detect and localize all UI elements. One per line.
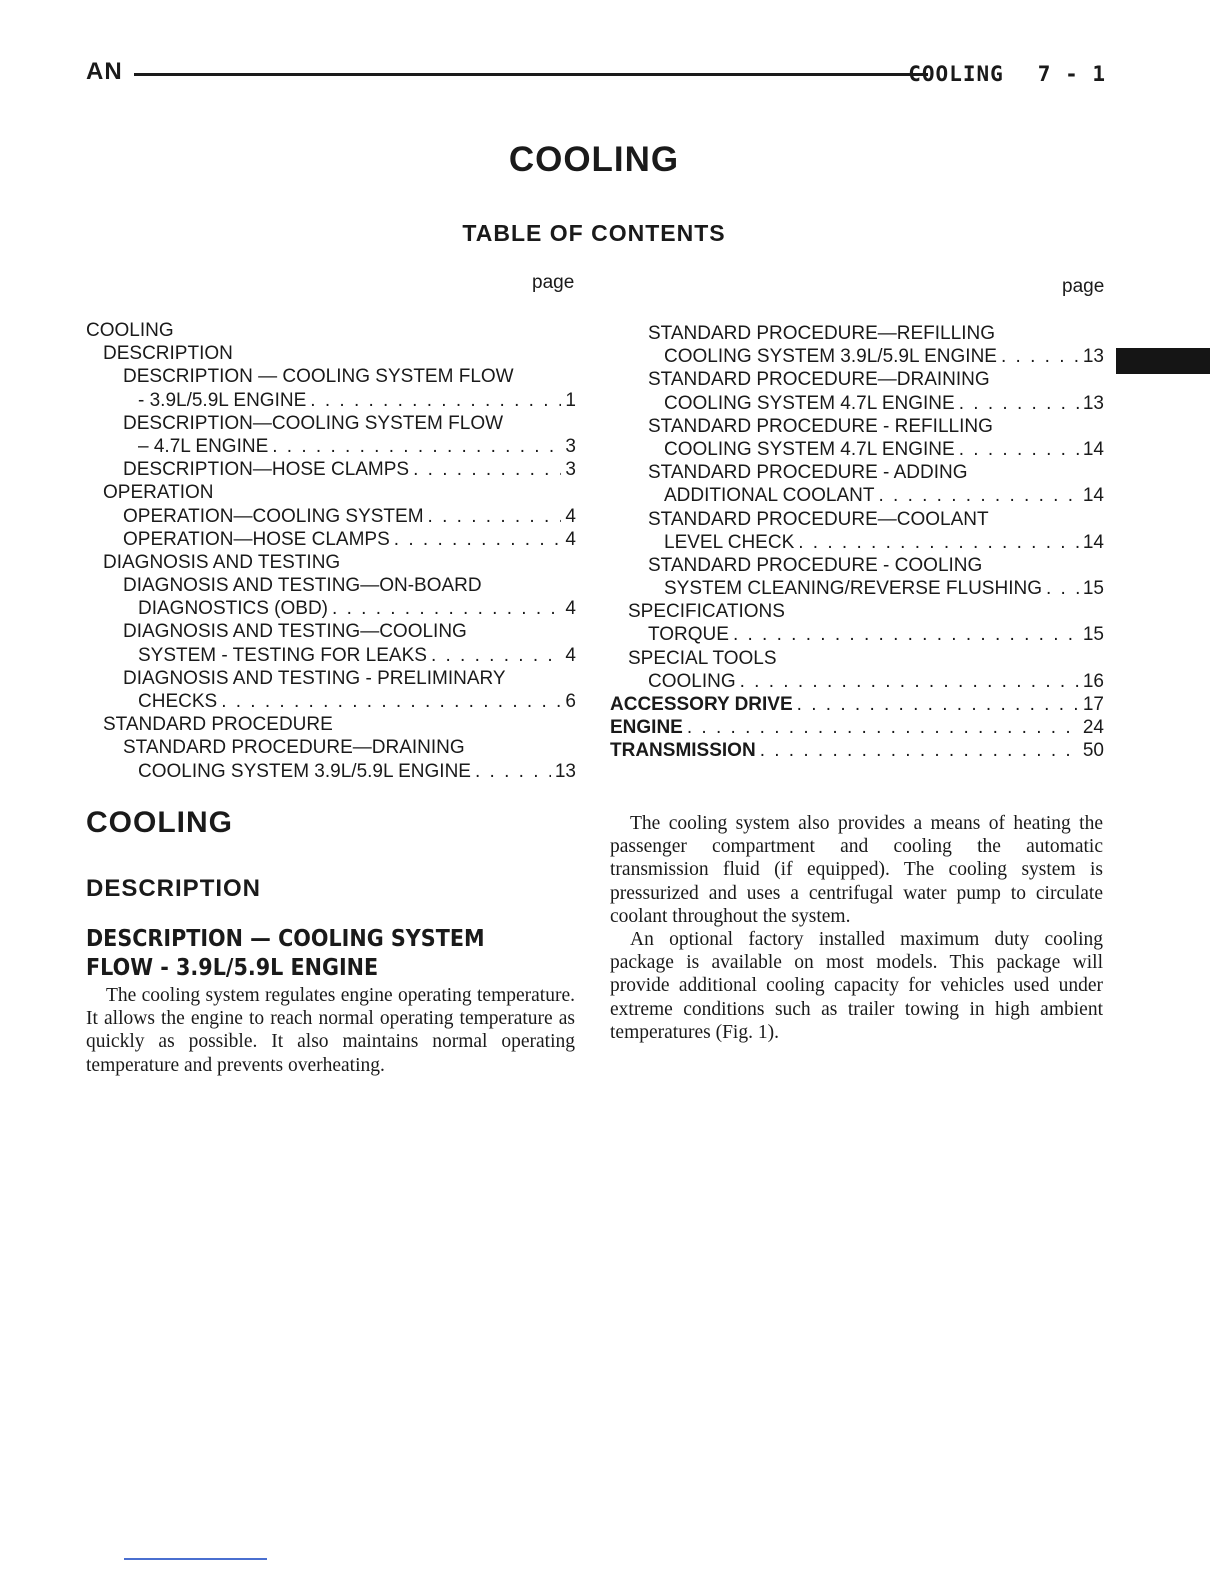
toc-entry-title: - 3.9L/5.9L ENGINE	[138, 389, 307, 411]
toc-dot-leader	[1001, 345, 1079, 368]
toc-entry-page: 3	[565, 459, 576, 481]
toc-entry-title: COOLING SYSTEM 4.7L ENGINE	[664, 392, 955, 414]
toc-entry-title: STANDARD PROCEDURE—DRAINING	[648, 369, 990, 391]
header-section-name: COOLING	[908, 62, 1004, 86]
toc-entry-title: OPERATION—COOLING SYSTEM	[123, 505, 424, 527]
toc-entry[interactable]	[610, 577, 1104, 600]
toc-entry[interactable]	[86, 435, 576, 458]
toc-entry[interactable]	[86, 365, 576, 388]
toc-entry[interactable]	[610, 368, 1104, 391]
toc-dot-leader	[740, 670, 1079, 693]
toc-entry[interactable]	[610, 647, 1104, 670]
toc-entry-page: 4	[565, 528, 576, 550]
toc-entry-title: STANDARD PROCEDURE - ADDING	[648, 462, 968, 484]
toc-entry-title: ENGINE	[610, 717, 683, 739]
toc-dot-leader	[959, 392, 1079, 415]
toc-entry-title: – 4.7L ENGINE	[138, 435, 269, 457]
header-page-number: 7 - 1	[1037, 62, 1106, 86]
toc-entry[interactable]	[86, 713, 576, 736]
toc-entry-title: STANDARD PROCEDURE	[103, 714, 333, 736]
toc-dot-leader	[475, 760, 551, 783]
toc-entry-page: 17	[1082, 694, 1104, 715]
toc-entry-title: COOLING	[648, 670, 736, 692]
toc-entry[interactable]	[610, 484, 1104, 507]
toc-entry[interactable]	[610, 554, 1104, 577]
toc-entry-page: 13	[1082, 392, 1104, 414]
toc-page-label-left: page	[532, 272, 575, 293]
toc-dot-leader	[394, 528, 562, 551]
toc-page-label-right: page	[1062, 276, 1105, 297]
toc-entry-title: TORQUE	[648, 624, 729, 646]
body-text-right	[610, 812, 1103, 1044]
toc-entry[interactable]	[610, 322, 1104, 345]
toc-dot-leader	[272, 435, 561, 458]
toc-entry[interactable]	[86, 597, 576, 620]
toc-title: TABLE OF CONTENTS	[462, 220, 726, 246]
page-title: COOLING	[508, 140, 680, 179]
toc-dot-leader	[797, 693, 1079, 716]
toc-entry[interactable]	[86, 760, 576, 783]
toc-entry-page: 3	[565, 435, 576, 457]
toc-entry-title: ADDITIONAL COOLANT	[664, 485, 875, 507]
toc-dot-leader	[221, 690, 561, 713]
section-tab-marker	[1116, 348, 1210, 374]
toc-entry[interactable]	[610, 438, 1104, 461]
toc-dot-leader	[733, 623, 1079, 646]
toc-entry-page: 13	[554, 760, 576, 782]
header-model-code: AN	[86, 58, 123, 85]
toc-entry[interactable]	[610, 693, 1104, 716]
toc-entry-title: STANDARD PROCEDURE - COOLING	[648, 554, 983, 576]
header-right	[908, 62, 1106, 86]
toc-entry[interactable]	[86, 620, 576, 643]
toc-entry-title: LEVEL CHECK	[664, 531, 795, 553]
toc-entry-title: DIAGNOSTICS (OBD)	[138, 598, 329, 620]
toc-entry[interactable]	[86, 690, 576, 713]
toc-entry-title: SPECIFICATIONS	[628, 601, 785, 623]
toc-entry-title: STANDARD PROCEDURE—DRAINING	[123, 737, 465, 759]
toc-entry-title: SYSTEM CLEANING/REVERSE FLUSHING	[664, 578, 1042, 600]
toc-dot-leader	[428, 505, 562, 528]
toc-dot-leader	[332, 597, 561, 620]
toc-dot-leader	[687, 716, 1079, 739]
toc-entry-title: COOLING	[86, 320, 174, 341]
toc-entry[interactable]	[86, 667, 576, 690]
toc-entry[interactable]	[86, 412, 576, 435]
toc-entry-title: COOLING SYSTEM 3.9L/5.9L ENGINE	[138, 760, 471, 782]
toc-entry[interactable]	[86, 389, 576, 412]
toc-entry-page: 14	[1082, 531, 1104, 553]
toc-entry-title: DIAGNOSIS AND TESTING—COOLING	[123, 621, 467, 643]
toc-entry-page: 16	[1082, 670, 1104, 692]
toc-dot-leader	[1046, 577, 1079, 600]
toc-entry-title: OPERATION	[103, 482, 214, 504]
toc-entry-title: DIAGNOSIS AND TESTING—ON-BOARD	[123, 575, 482, 597]
toc-entry[interactable]	[86, 574, 576, 597]
subsection-heading: DESCRIPTION	[86, 875, 262, 902]
paragraph: The cooling system also provides a means of heating the passenger compartment and cooling the automatic transmission fluid (if equipped). The cooling system is pressurized and uses a centrifugal water pump to circulate coolant throughout the system.	[610, 813, 1103, 927]
toc-entry-page: 14	[1082, 438, 1104, 460]
toc-entry-page: 4	[565, 644, 576, 666]
toc-entry-page: 50	[1082, 740, 1104, 762]
toc-entry[interactable]	[610, 600, 1104, 623]
body-text-left	[86, 984, 575, 1077]
toc-entry-title: OPERATION—HOSE CLAMPS	[123, 528, 390, 550]
toc-entry-title: DESCRIPTION—COOLING SYSTEM FLOW	[123, 412, 504, 434]
toc-entry-title: COOLING SYSTEM 3.9L/5.9L ENGINE	[664, 346, 997, 368]
toc-entry[interactable]	[610, 415, 1104, 438]
toc-entry[interactable]	[610, 461, 1104, 484]
toc-entry[interactable]	[610, 670, 1104, 693]
toc-entry-title: SPECIAL TOOLS	[628, 647, 777, 669]
toc-entry-page: 15	[1082, 578, 1104, 600]
toc-entry-title: TRANSMISSION	[610, 740, 756, 762]
toc-dot-leader	[310, 389, 561, 412]
toc-entry-title: DIAGNOSIS AND TESTING	[103, 551, 341, 573]
toc-entry-title: STANDARD PROCEDURE—REFILLING	[648, 323, 995, 344]
toc-entry-title: ACCESSORY DRIVE	[610, 694, 793, 715]
toc-entry[interactable]	[610, 739, 1104, 762]
toc-entry-page: 13	[1082, 346, 1104, 368]
toc-dot-leader	[959, 438, 1079, 461]
paragraph: An optional factory installed maximum duty cooling package is available on most models. This package will provide additional cooling capacity for vehicles used under extreme conditions such as trailer towing in high ambient temperatures (Fig. 1).	[610, 929, 1103, 1043]
section-heading: COOLING	[86, 806, 233, 839]
toc-entry-title: DESCRIPTION—HOSE CLAMPS	[123, 459, 410, 481]
toc-entry[interactable]	[86, 736, 576, 759]
toc-entry[interactable]	[86, 342, 576, 365]
toc-right-column	[610, 322, 1104, 763]
footer-rule	[124, 1558, 267, 1560]
toc-entry-page: 4	[565, 505, 576, 527]
header-rule	[134, 73, 928, 76]
toc-entry-title: DESCRIPTION — COOLING SYSTEM FLOW	[123, 366, 514, 388]
toc-entry-page: 6	[565, 691, 576, 712]
toc-entry-title: STANDARD PROCEDURE—COOLANT	[648, 508, 989, 530]
toc-dot-leader	[798, 531, 1079, 554]
toc-entry[interactable]	[86, 644, 576, 667]
toc-entry[interactable]	[86, 505, 576, 528]
toc-dot-leader	[431, 644, 561, 667]
toc-dot-leader	[413, 458, 561, 481]
toc-entry[interactable]	[610, 345, 1104, 368]
toc-entry[interactable]	[610, 508, 1104, 531]
toc-entry[interactable]	[86, 319, 576, 342]
toc-entry[interactable]	[86, 458, 576, 481]
toc-entry[interactable]	[86, 528, 576, 551]
toc-entry-page: 14	[1082, 485, 1104, 507]
toc-entry-title: STANDARD PROCEDURE - REFILLING	[648, 415, 993, 437]
toc-dot-leader	[878, 484, 1078, 507]
toc-dot-leader	[760, 739, 1079, 762]
toc-entry[interactable]	[610, 623, 1104, 646]
toc-entry[interactable]	[86, 481, 576, 504]
toc-entry[interactable]	[86, 551, 576, 574]
toc-entry-page: 4	[565, 598, 576, 620]
toc-entry-page: 24	[1082, 717, 1104, 739]
toc-entry-title: SYSTEM - TESTING FOR LEAKS	[138, 644, 427, 666]
toc-entry-title: CHECKS	[138, 691, 218, 712]
topic-heading: DESCRIPTION — COOLING SYSTEM FLOW - 3.9L/5.9L ENGINE	[86, 926, 485, 981]
toc-entry[interactable]	[610, 716, 1104, 739]
toc-entry[interactable]	[610, 392, 1104, 415]
toc-entry-title: DESCRIPTION	[103, 343, 233, 365]
paragraph: The cooling system regulates engine operating temperature. It allows the engine to reach normal operating temperature as quickly as possible. It also maintains normal operating temperature and prevents overheating.	[86, 985, 575, 1076]
toc-entry-title: COOLING SYSTEM 4.7L ENGINE	[664, 438, 955, 460]
toc-entry-page: 15	[1082, 624, 1104, 646]
toc-entry[interactable]	[610, 531, 1104, 554]
toc-left-column	[86, 319, 576, 783]
toc-entry-title: DIAGNOSIS AND TESTING - PRELIMINARY	[123, 667, 506, 689]
toc-entry-page: 1	[565, 389, 576, 411]
